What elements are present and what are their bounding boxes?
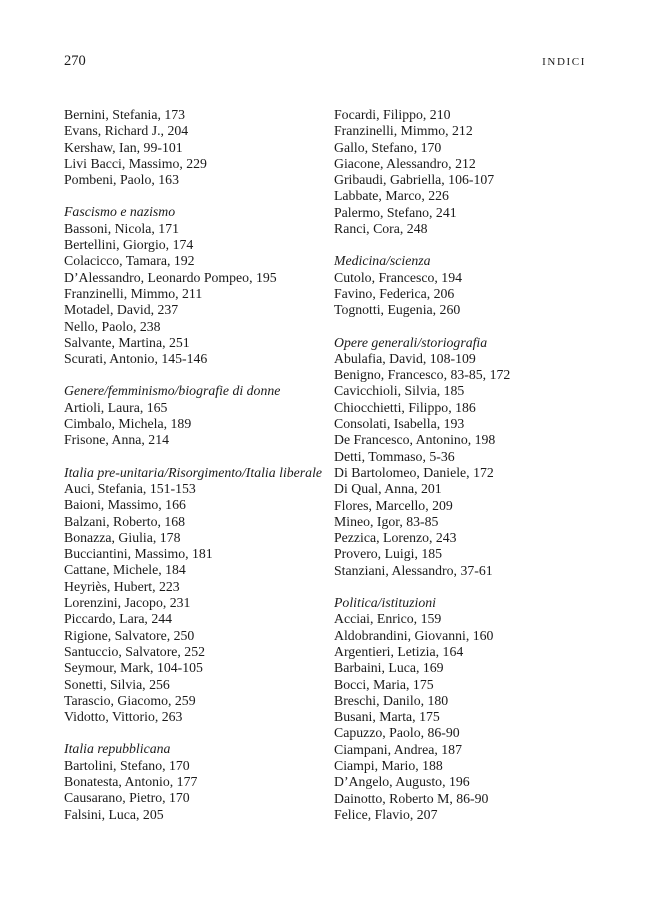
index-entry: Baioni, Massimo, 166 — [64, 497, 186, 513]
index-entry: Gallo, Stefano, 170 — [334, 139, 442, 155]
index-entry: Heyriès, Hubert, 223 — [64, 578, 180, 594]
section-heading: Fascismo e nazismo — [64, 204, 176, 220]
index-entry: Tognotti, Eugenia, 260 — [334, 302, 461, 318]
index-entry: Di Qual, Anna, 201 — [334, 481, 442, 497]
section-heading: Italia pre-unitaria/Risorgimento/Italia liberale — [64, 464, 323, 480]
index-entry: Labbate, Marco, 226 — [334, 188, 449, 204]
index-entry: Motadel, David, 237 — [64, 302, 179, 318]
index-entry: Falsini, Luca, 205 — [64, 806, 164, 822]
entry-list — [334, 107, 596, 237]
index-entry: Ciampani, Andrea, 187 — [334, 741, 462, 757]
index-entry: Colacicco, Tamara, 192 — [64, 253, 195, 269]
index-entry: Bocci, Maria, 175 — [334, 676, 434, 692]
index-entry: Pezzica, Lorenzo, 243 — [334, 530, 457, 546]
index-entry: Pombeni, Paolo, 163 — [64, 172, 179, 188]
index-entry: Kershaw, Ian, 99-101 — [64, 139, 183, 155]
index-section — [64, 204, 326, 367]
index-entry: Stanziani, Alessandro, 37-61 — [334, 562, 493, 578]
index-entry: Giacone, Alessandro, 212 — [334, 155, 476, 171]
index-entry: Barbaini, Luca, 169 — [334, 660, 444, 676]
index-entry: Cutolo, Francesco, 194 — [334, 269, 462, 285]
index-entry: Detti, Tommaso, 5-36 — [334, 448, 455, 464]
index-entry: Evans, Richard J., 204 — [64, 123, 189, 139]
index-entry: Dainotto, Roberto M, 86-90 — [334, 790, 489, 806]
page-number: 270 — [64, 53, 86, 69]
index-entry: D’Angelo, Augusto, 196 — [334, 774, 470, 790]
index-entry: Tarascio, Giacomo, 259 — [64, 692, 196, 708]
entry-list — [64, 758, 326, 823]
page-header — [64, 52, 586, 72]
index-entry: Focardi, Filippo, 210 — [334, 107, 451, 122]
index-entry: Consolati, Isabella, 193 — [334, 416, 465, 432]
index-entry: Acciai, Enrico, 159 — [334, 611, 442, 627]
index-entry: Favino, Federica, 206 — [334, 285, 455, 301]
index-section — [64, 383, 326, 448]
index-entry: Gribaudi, Gabriella, 106-107 — [334, 172, 495, 188]
index-entry: Felice, Flavio, 207 — [334, 806, 438, 822]
index-entry: Palermo, Stefano, 241 — [334, 204, 457, 220]
index-column-right — [334, 107, 596, 823]
index-section — [334, 253, 596, 318]
entry-list — [64, 107, 326, 188]
section-heading: Genere/femminismo/biografie di donne — [64, 383, 281, 399]
index-entry: Artioli, Laura, 165 — [64, 399, 168, 415]
index-entry: Flores, Marcello, 209 — [334, 497, 453, 513]
index-section — [64, 465, 326, 726]
index-entry: Ranci, Cora, 248 — [334, 221, 428, 237]
index-entry: Benigno, Francesco, 83-85, 172 — [334, 367, 511, 383]
index-entry: Aldobrandini, Giovanni, 160 — [334, 627, 494, 643]
index-entry: Cattane, Michele, 184 — [64, 562, 186, 578]
index-entry: Bartolini, Stefano, 170 — [64, 757, 190, 773]
index-entry: Franzinelli, Mimmo, 212 — [334, 123, 473, 139]
index-entry: Lorenzini, Jacopo, 231 — [64, 595, 191, 611]
index-entry: Bonatesta, Antonio, 177 — [64, 773, 198, 789]
index-entry: Scurati, Antonio, 145-146 — [64, 351, 208, 367]
index-entry: D’Alessandro, Leonardo Pompeo, 195 — [64, 269, 277, 285]
index-entry: Seymour, Mark, 104-105 — [64, 660, 203, 676]
entry-list — [334, 611, 596, 823]
index-entry: Bernini, Stefania, 173 — [64, 107, 186, 122]
index-entry: Bassoni, Nicola, 171 — [64, 220, 179, 236]
index-entry: Breschi, Danilo, 180 — [334, 692, 449, 708]
index-entry: Rigione, Salvatore, 250 — [64, 627, 195, 643]
index-entry: Cavicchioli, Silvia, 185 — [334, 383, 465, 399]
index-entry: Franzinelli, Mimmo, 211 — [64, 285, 203, 301]
entry-list — [64, 400, 326, 449]
running-head: INDICI — [542, 56, 586, 68]
index-entry: Auci, Stefania, 151-153 — [64, 480, 196, 496]
index-entry: Cimbalo, Michela, 189 — [64, 416, 192, 432]
index-entry: Bertellini, Giorgio, 174 — [64, 237, 194, 253]
index-entry: Ciampi, Mario, 188 — [334, 757, 443, 773]
index-entry: Busani, Marta, 175 — [334, 709, 440, 725]
section-heading: Italia repubblicana — [64, 741, 171, 757]
index-entry: Causarano, Pietro, 170 — [64, 790, 190, 806]
index-entry: Nello, Paolo, 238 — [64, 318, 161, 334]
index-section — [334, 595, 596, 823]
section-heading: Politica/istituzioni — [334, 595, 436, 611]
entry-list — [64, 221, 326, 368]
index-entry: Di Bartolomeo, Daniele, 172 — [334, 464, 494, 480]
index-entry: Chiocchietti, Filippo, 186 — [334, 399, 476, 415]
index-entry: Abulafia, David, 108-109 — [334, 350, 476, 366]
index-entry: De Francesco, Antonino, 198 — [334, 432, 496, 448]
index-entry: Balzani, Roberto, 168 — [64, 513, 186, 529]
index-entry: Salvante, Martina, 251 — [64, 334, 190, 350]
index-section — [64, 107, 326, 188]
entry-list — [334, 351, 596, 579]
index-entry: Livi Bacci, Massimo, 229 — [64, 155, 207, 171]
index-entry: Sonetti, Silvia, 256 — [64, 676, 170, 692]
index-entry: Bucciantini, Massimo, 181 — [64, 546, 213, 562]
index-entry: Frisone, Anna, 214 — [64, 432, 170, 448]
index-entry: Vidotto, Vittorio, 263 — [64, 709, 183, 725]
index-entry: Argentieri, Letizia, 164 — [334, 643, 464, 659]
index-entry: Capuzzo, Paolo, 86-90 — [334, 725, 460, 741]
index-entry: Mineo, Igor, 83-85 — [334, 513, 439, 529]
index-section — [64, 741, 326, 822]
entry-list — [334, 270, 596, 319]
section-heading: Medicina/scienza — [334, 253, 431, 269]
section-heading: Opere generali/storiografia — [334, 334, 488, 350]
index-entry: Provero, Luigi, 185 — [334, 546, 443, 562]
index-entry: Bonazza, Giulia, 178 — [64, 529, 181, 545]
index-section — [334, 107, 596, 237]
index-column-left — [64, 107, 326, 823]
index-entry: Piccardo, Lara, 244 — [64, 611, 173, 627]
index-section — [334, 335, 596, 579]
index-entry: Santuccio, Salvatore, 252 — [64, 643, 206, 659]
entry-list — [64, 481, 326, 725]
